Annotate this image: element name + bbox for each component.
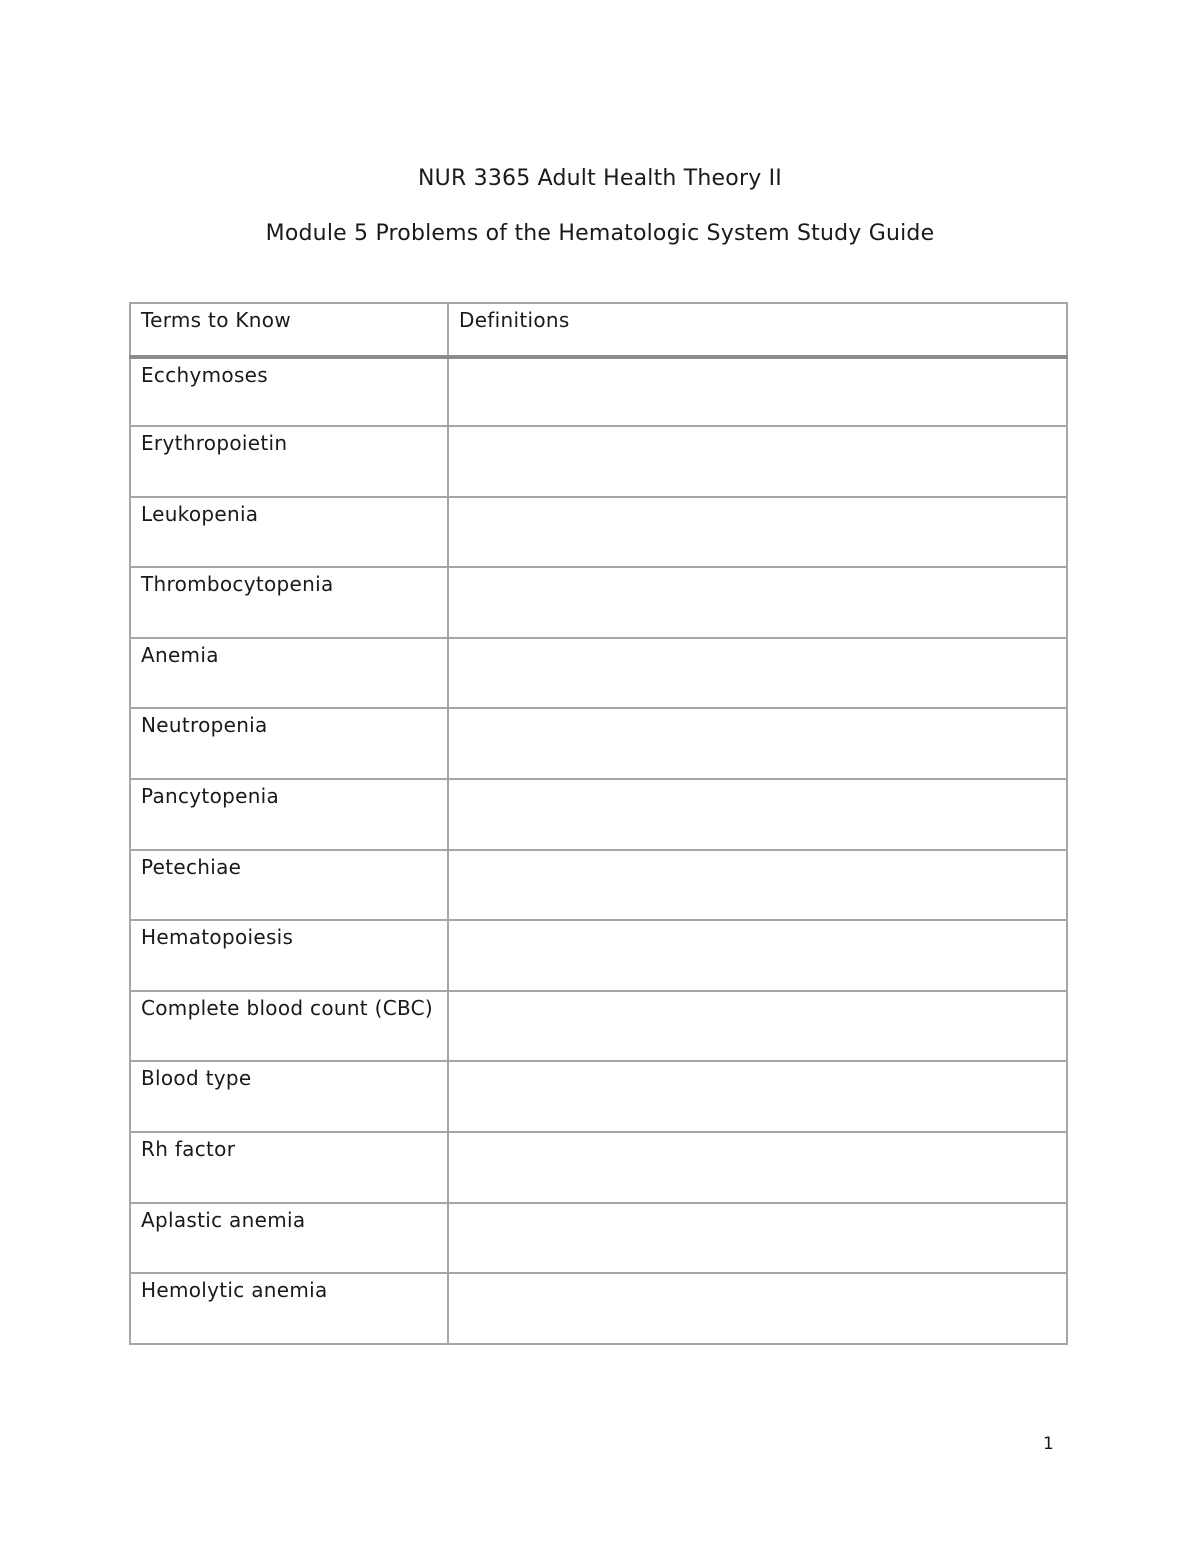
term-cell: Rh factor <box>130 1132 448 1203</box>
definition-cell[interactable] <box>448 426 1067 497</box>
term-cell: Anemia <box>130 638 448 709</box>
definition-cell[interactable] <box>448 638 1067 709</box>
term-cell: Hematopoiesis <box>130 920 448 991</box>
table-row <box>130 497 1067 568</box>
term-cell: Complete blood count (CBC) <box>130 991 448 1062</box>
term-cell: Petechiae <box>130 850 448 921</box>
table-row <box>130 920 1067 991</box>
header-terms-to-know: Terms to Know <box>130 303 448 357</box>
term-cell: Hemolytic anemia <box>130 1273 448 1344</box>
header-definitions: Definitions <box>448 303 1067 357</box>
table-row <box>130 426 1067 497</box>
definition-cell[interactable] <box>448 567 1067 638</box>
table-row <box>130 991 1067 1062</box>
table-row <box>130 1273 1067 1344</box>
table-row <box>130 1203 1067 1274</box>
table-row <box>130 567 1067 638</box>
table-row <box>130 357 1067 426</box>
term-cell: Aplastic anemia <box>130 1203 448 1274</box>
term-cell: Neutropenia <box>130 708 448 779</box>
definition-cell[interactable] <box>448 357 1067 426</box>
table-header-row <box>130 303 1067 357</box>
table-row <box>130 850 1067 921</box>
definition-cell[interactable] <box>448 850 1067 921</box>
definition-cell[interactable] <box>448 779 1067 850</box>
definition-cell[interactable] <box>448 991 1067 1062</box>
table-row <box>130 638 1067 709</box>
table-row <box>130 708 1067 779</box>
definition-cell[interactable] <box>448 1203 1067 1274</box>
term-cell: Pancytopenia <box>130 779 448 850</box>
definition-cell[interactable] <box>448 1132 1067 1203</box>
table-row <box>130 1061 1067 1132</box>
term-cell: Leukopenia <box>130 497 448 568</box>
page-number: 1 <box>1043 1434 1054 1454</box>
terms-table <box>129 302 1068 1345</box>
definition-cell[interactable] <box>448 497 1067 568</box>
term-cell: Blood type <box>130 1061 448 1132</box>
definition-cell[interactable] <box>448 1273 1067 1344</box>
term-cell: Ecchymoses <box>130 357 448 426</box>
definition-cell[interactable] <box>448 708 1067 779</box>
definition-cell[interactable] <box>448 1061 1067 1132</box>
definition-cell[interactable] <box>448 920 1067 991</box>
table-row <box>130 779 1067 850</box>
term-cell: Erythropoietin <box>130 426 448 497</box>
document-subtitle: Module 5 Problems of the Hematologic System Study Guide <box>265 221 935 246</box>
table-row <box>130 1132 1067 1203</box>
document-title: NUR 3365 Adult Health Theory II <box>418 166 782 191</box>
term-cell: Thrombocytopenia <box>130 567 448 638</box>
